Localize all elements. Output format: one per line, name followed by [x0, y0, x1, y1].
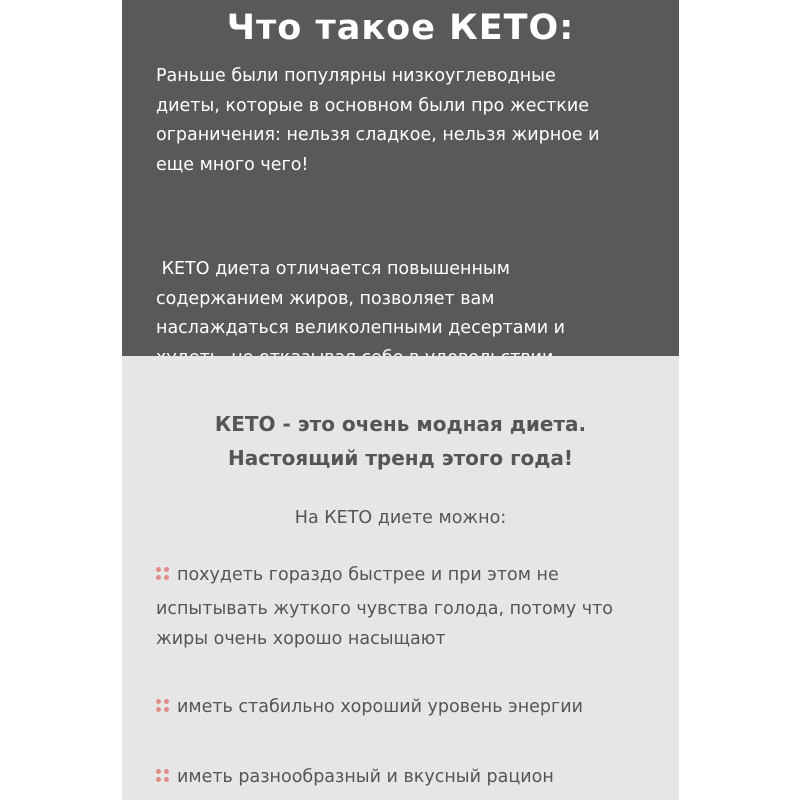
list-item [156, 762, 554, 792]
text-line: КЕТО диета отличается повышенным [156, 259, 510, 279]
heading-line: КЕТО - это очень модная диета. [214, 412, 587, 436]
list-item [156, 692, 583, 722]
text-line: наслаждаться великолепными десертами и [156, 318, 566, 338]
item-text: иметь стабильно хороший уровень энергии [177, 697, 583, 717]
item-text: испытывать жуткого чувства голода, потому что [156, 599, 614, 619]
trend-heading [122, 407, 679, 475]
item-text: иметь разнообразный и вкусный рацион [177, 767, 554, 787]
item-text: похудеть гораздо быстрее и при этом не [177, 565, 559, 585]
four-dots-icon [156, 567, 169, 580]
four-dots-icon [156, 699, 169, 712]
item-text: жиры очень хорошо насыщают [156, 629, 446, 649]
text-line: содержанием жиров, позволяет вам [156, 288, 495, 309]
text-line: диеты, которые в основном были про жесткие [156, 95, 589, 116]
trend-subheading: На КЕТО диете можно: [294, 508, 507, 528]
text-line: ограничения: нельзя сладкое, нельзя жирное и [156, 125, 600, 145]
list-item [156, 560, 613, 654]
intro-title: Что такое КЕТО: [226, 8, 575, 48]
trend-content [122, 0, 679, 800]
heading-line: Настоящий тренд этого года! [227, 446, 574, 470]
text-line: Раньше были популярны низкоуглеводные [156, 66, 556, 86]
text-line: еще много чего! [156, 154, 309, 175]
four-dots-icon [156, 769, 169, 782]
